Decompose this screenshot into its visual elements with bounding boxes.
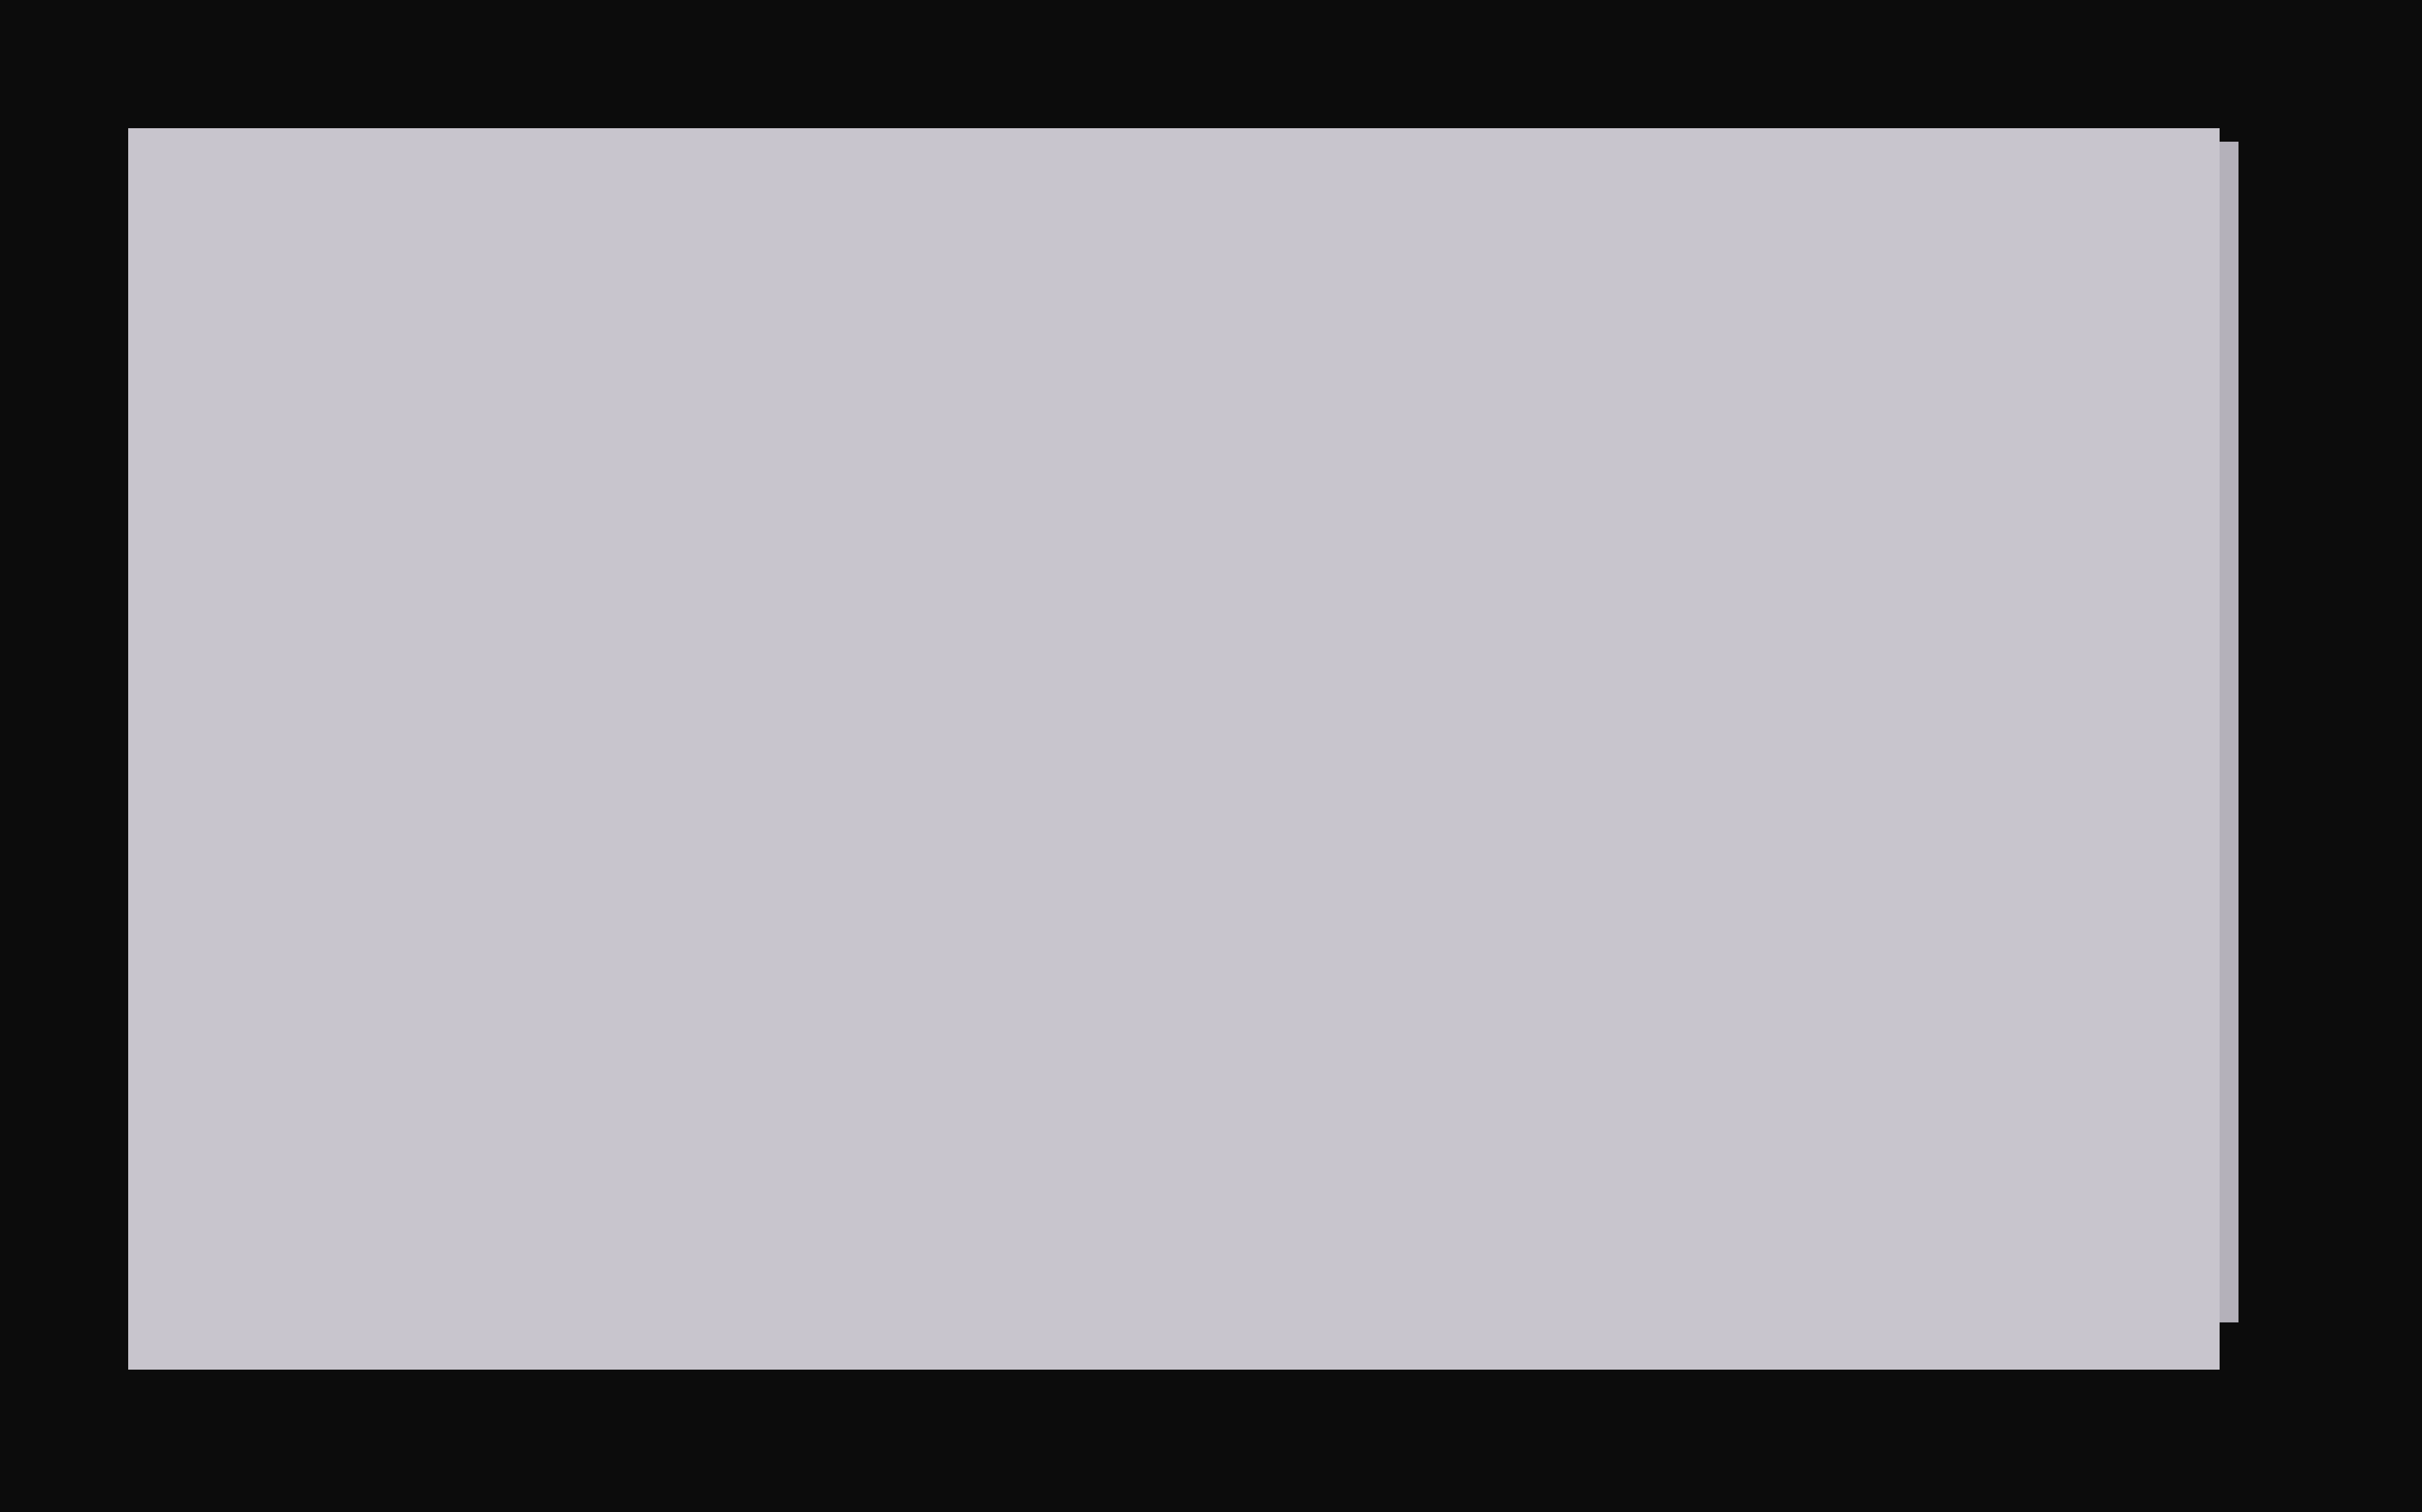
paper-edge bbox=[2220, 142, 2238, 1322]
census-card bbox=[128, 128, 2220, 1370]
